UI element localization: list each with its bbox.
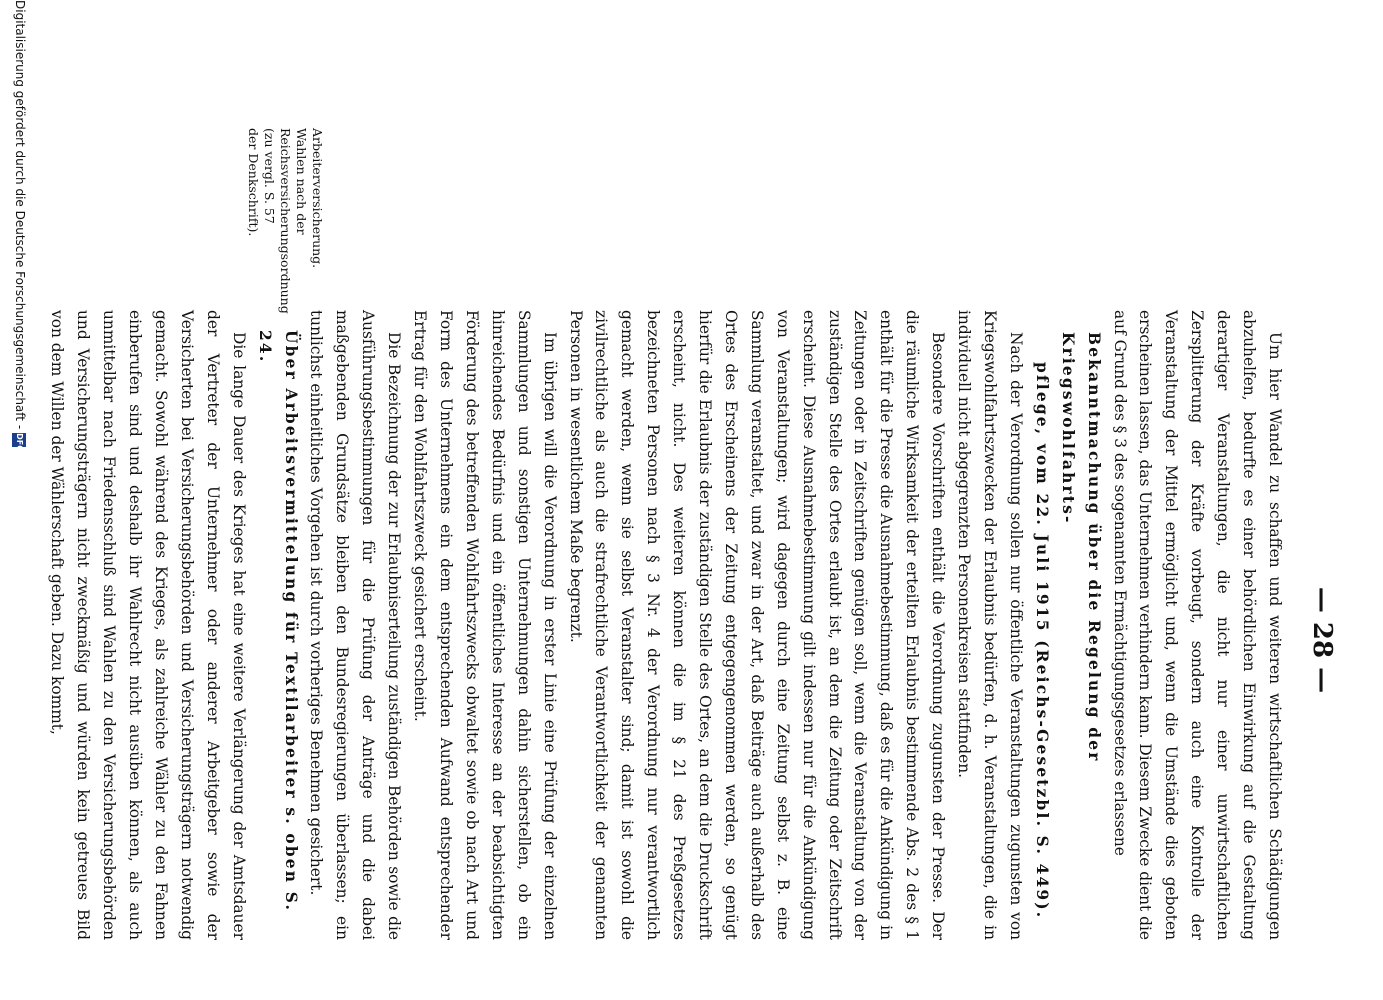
paragraph: Um hier Wandel zu schaffen und weiteren wirtschaftlichen Schädigungen abzuhelfen, bedurfte es einer behördlichen Einwirkung auf die Gestaltung derartiger Veranstaltungen, die nicht nur einer unwirtschaftlichen Zersplitterung der Kräfte vorbeugt, sondern auch eine Kontrolle der Veranstaltung der Mittel ermöglicht und, wenn die Umstände dies geboten erscheinen lassen, das Unternehmen verhindern kann. Diesem Zwecke dient die auf Grund des § 3 des sogenannten Ermächtigungsgesetzes erlassene	[1110, 310, 1284, 940]
paragraph: Im übrigen will die Verordnung in erster Linie eine Prüfung der einzelnen Sammlungen und sonstigen Unternehmungen dahin sicherstellen, ob ein hinreichendes Bedürfnis und ein öffentliches Interesse an der beabsichtigten Förderung des betreffenden Wohlfahrtszwecks obwaltet sowie ob nach Art und Form des Unternehmens ein dem entsprechenden Aufwand entsprechender Ertrag für den Wohlfahrtszweck gesichert erscheint.	[411, 310, 559, 940]
footer-text: Digitalisierung gefördert durch die Deutsche Forschungsgemeinschaft -	[13, 0, 27, 430]
margin-note: Arbeiterversicherung. Wahlen nach der Reichsversicherungsordnung (zu vergl. S. 57 der Denkschrift).	[246, 128, 325, 314]
section-heading: Über Arbeitsvermittelung für Textilarbeiter s. oben S. 24.	[255, 330, 300, 913]
paragraph: Die lange Dauer des Krieges hat eine weitere Verlängerung der Amtsdauer der Vertreter der Unternehmer oder anderer Arbeitgeber sowie der Versicherten bei Versicherungsbehörden und Versicherungsträgern notwendig gemacht. Sowohl während des Krieges, als zahlreiche Wähler zu den Fahnen einberufen sind und deshalb ihr Wahlrecht nicht ausüben können, als auch unmittelbar nach Friedensschluß sind Wahlen zu den Versicherungsbehörden und Versicherungsträgern nicht zweckmäßig und würden kein getreues Bild von dem Willen der Wählerschaft geben. Dazu kommt,	[48, 310, 248, 940]
paragraph: Nach der Verordnung sollen nur öffentliche Veranstaltungen zugunsten von Kriegswohlfahrtszwecken der Erlaubnis bedürfen, d. h. Veranstaltungen, die in individuell nicht abgegrenzten Personenkreisen stattfinden.	[955, 310, 1025, 940]
page-number: — 28 —	[1307, 586, 1337, 694]
heading-line: Bekanntmachung über die Regelung der Kriegswohlfahrts-	[1058, 332, 1103, 763]
heading-line: pflege, vom 22. Juli 1915 (Reichs-Gesetzbl. S. 449).	[1032, 362, 1051, 920]
main-text	[44, 310, 1288, 940]
paragraph: Besondere Vorschriften enthält die Verordnung zugunsten der Presse. Der die räumliche Wirksamkeit der erteilten Erlaubnis bestimmende Abs. 2 des § 1 enthält für die Presse die Ausnahmebestimmung, daß es für die Ankündigung in Zeitungen oder in Zeitschriften genügen soll, wenn die Veranstaltung von der zuständigen Stelle des Ortes erlaubt ist, an dem die Zeitung oder Zeitschrift erscheint. Diese Ausnahmebestimmung gilt indessen nur für die Ankündigung von Veranstaltungen; wird dagegen durch eine Zeitung selbst z. B. eine Sammlung veranstaltet, und zwar in der Art, daß Beiträge auch außerhalb des Ortes des Erscheinens der Zeitung entgegengenommen werden, so genügt hierfür die Erlaubnis der zuständigen Stelle des Ortes, an dem die Druckschrift erscheint, nicht. Des weiteren können die im § 21 des Preßgesetzes bezeichneten Personen nach § 3 Nr. 4 der Verordnung nur verantwortlich gemacht werden, wenn sie selbst Veranstalter sind; damit ist sowohl die zivilrechtliche als auch die strafrechtliche Verantwortlichkeit der genannten Personen in wesentlichem Maße begrenzt.	[566, 310, 948, 940]
paragraph: Die Bezeichnung der zur Erlaubniserteilung zuständigen Behörden sowie die Ausführungsbestimmungen für die Prüfung der Anträge und die dabei maßgebenden Grundsätze bleiben den Bundesregierungen überlassen; ein tunlichst einheitliches Vorgehen ist durch vorheriges Benehmen gesichert.	[307, 310, 404, 940]
section-heading	[1028, 310, 1106, 940]
dfg-logo-icon: DFG	[13, 433, 27, 447]
digitization-footer	[13, 0, 28, 452]
